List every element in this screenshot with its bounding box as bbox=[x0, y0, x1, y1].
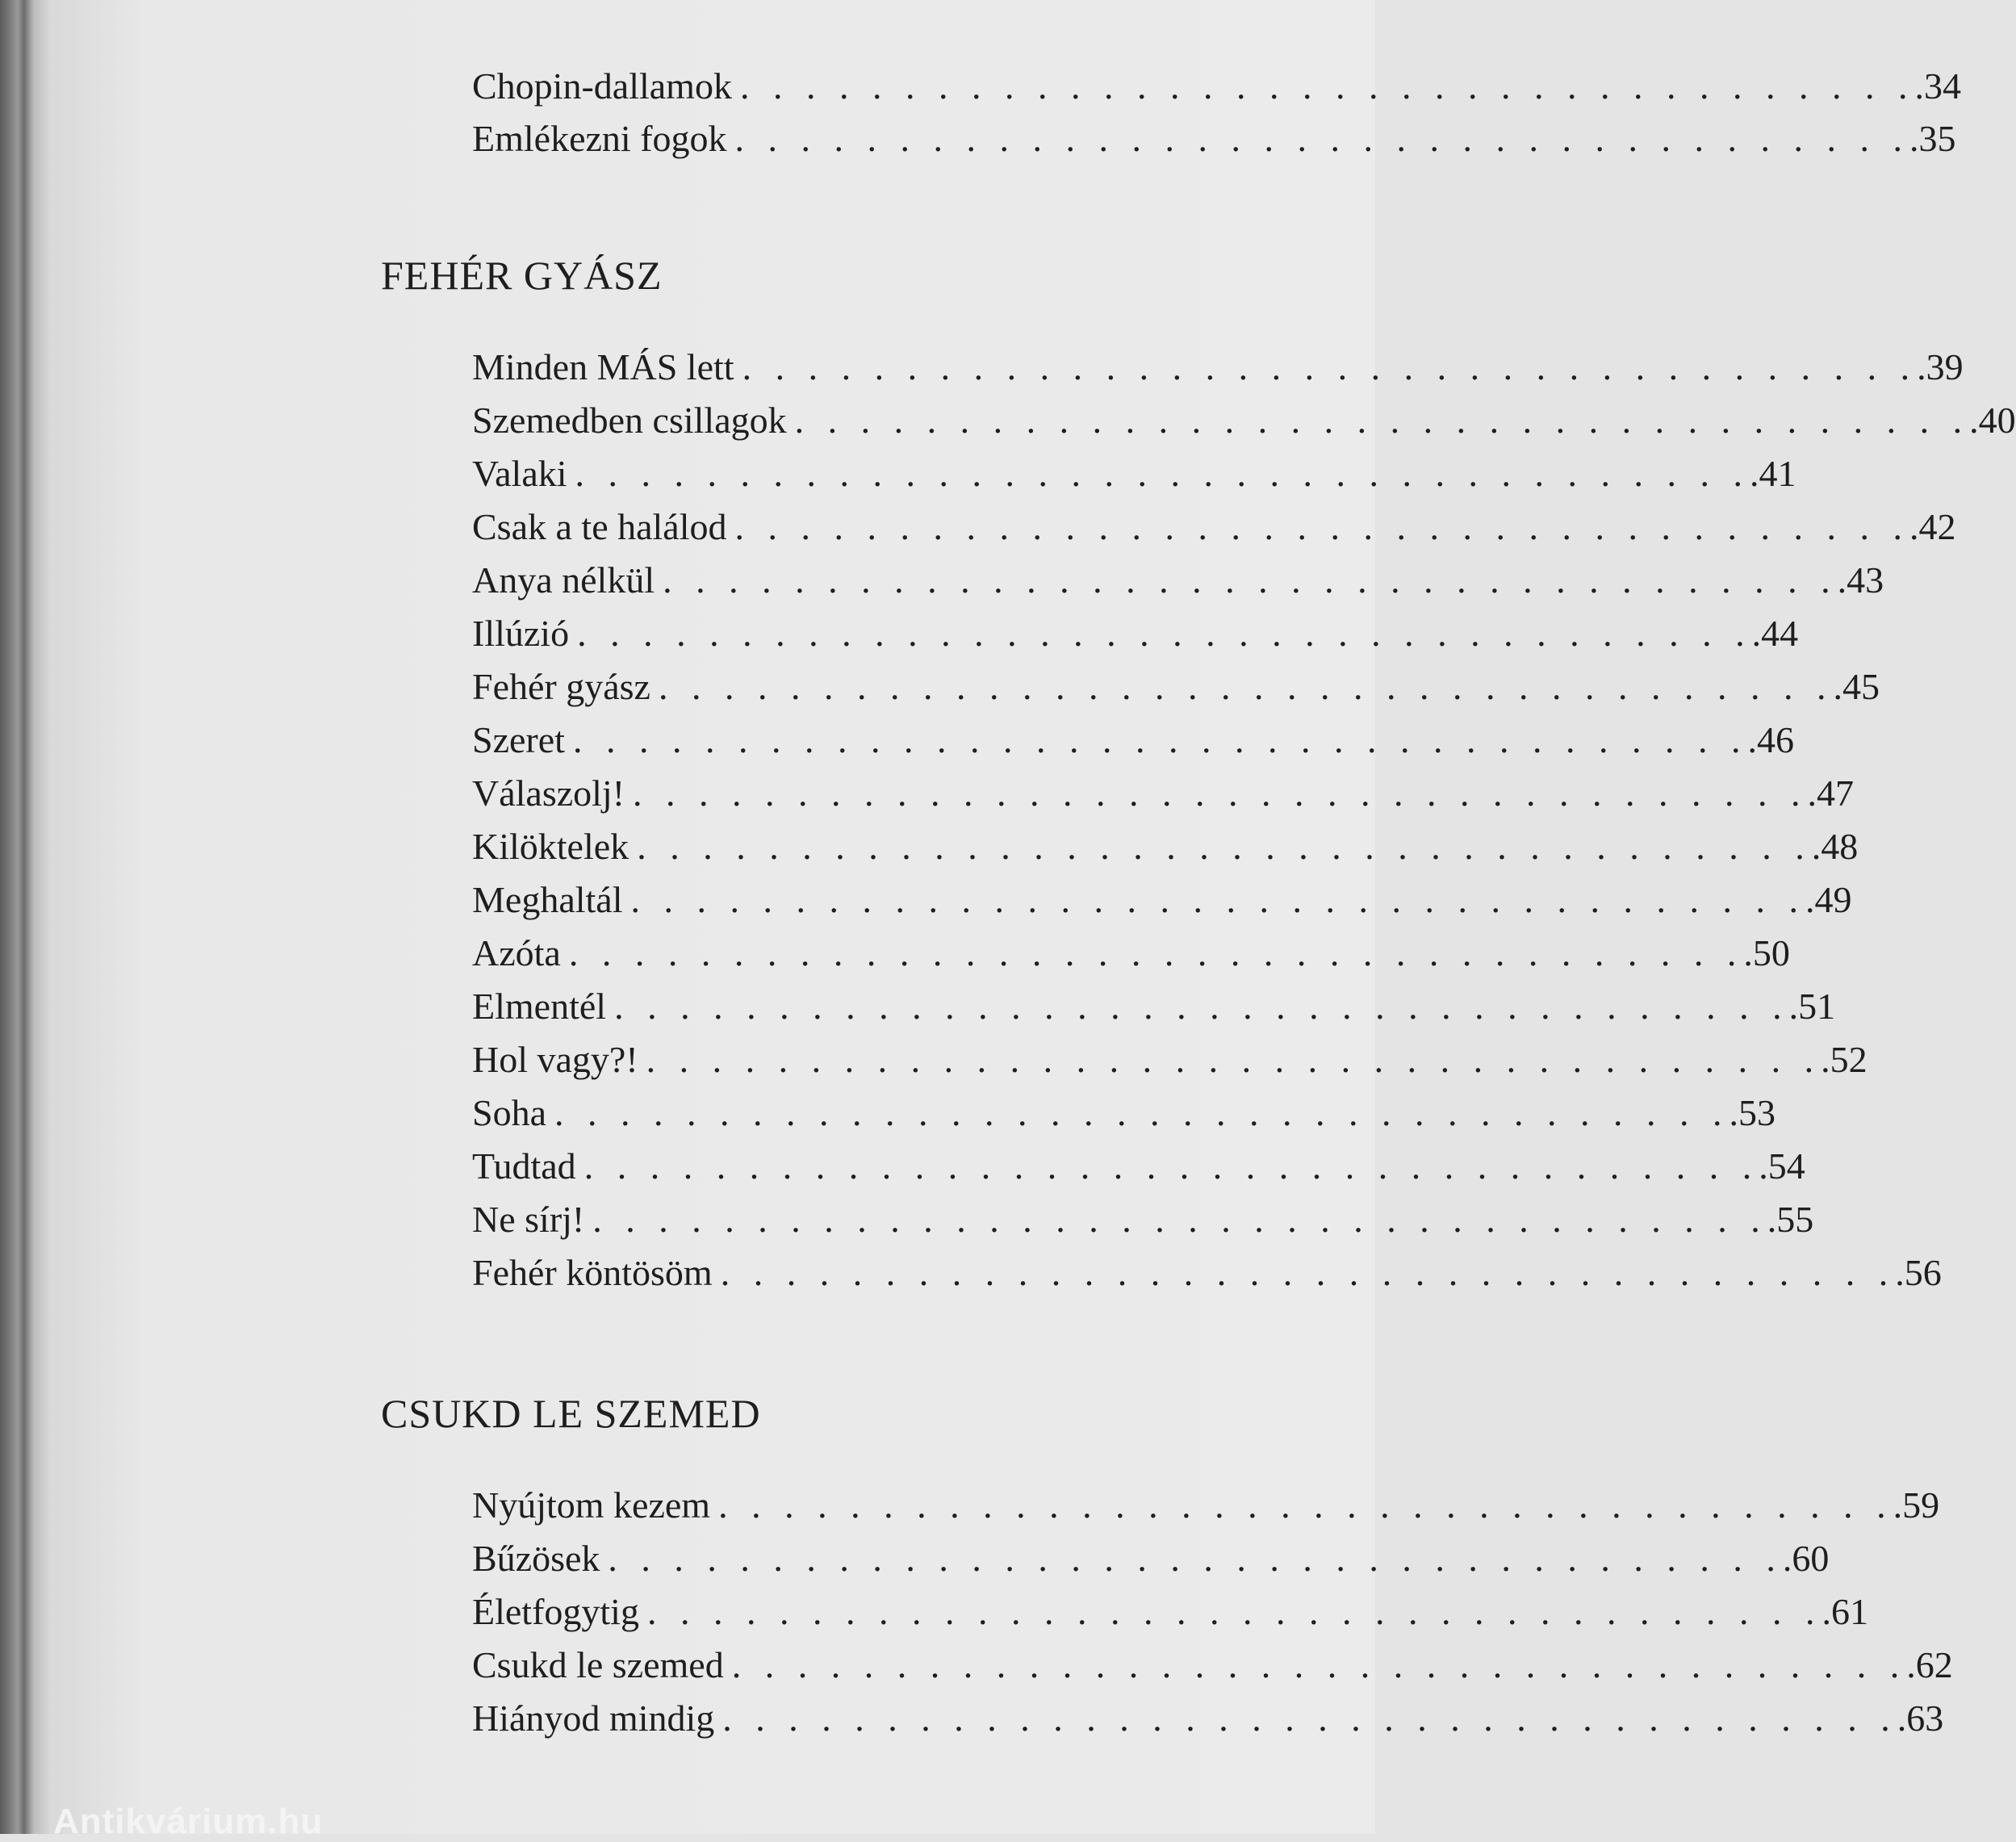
toc-entry[interactable] bbox=[472, 559, 1884, 607]
toc-entry[interactable] bbox=[472, 1038, 1868, 1086]
toc-entry[interactable] bbox=[472, 878, 1852, 927]
toc-entry[interactable] bbox=[472, 65, 1961, 113]
toc-entry[interactable] bbox=[472, 1537, 1830, 1585]
dot-leader: . . . . . . . . . . . . . . . . . . . . . . . . . . . . . . . . . . . . bbox=[739, 65, 1915, 107]
toc-entry[interactable] bbox=[472, 1697, 1944, 1745]
dot-leader: . . . . . . . . . . . . . . . . . . . . . . . . . . . . . . . . . . . . bbox=[742, 346, 1918, 387]
dot-leader: . . . . . . . . . . . . . . . . . . . . . . . . . . . . . . . . . . . . bbox=[734, 506, 1910, 547]
toc-entry-title: Anya nélkül bbox=[472, 559, 655, 601]
dot-leader: . . . . . . . . . . . . . . . . . . . . . . . . . . . . . . . . . . . . bbox=[630, 879, 1805, 920]
dot-leader: . . . . . . . . . . . . . . . . . . . . . . . . . . . . . . . . . . . . bbox=[720, 1252, 1896, 1293]
section-heading: CSUKD LE SZEMED bbox=[381, 1391, 761, 1436]
toc-entry-title: Azóta bbox=[472, 932, 561, 973]
dot-leader: . . . . . . . . . . . . . . . . . . . . . . . . . . . . . . . . . . . . bbox=[614, 986, 1789, 1027]
dot-leader: . . . . . . . . . . . . . . . . . . . . . . . . . . . . . . . . . . . . bbox=[718, 1484, 1893, 1526]
toc-entry-title: Nyújtom kezem bbox=[472, 1484, 711, 1526]
dot-leader: . . . . . . . . . . . . . . . . . . . . . . . . . . . . . . . . . . . . bbox=[554, 1092, 1729, 1133]
toc-entry-title: Hol vagy?! bbox=[472, 1039, 638, 1080]
dot-leader: . . . . . . . . . . . . . . . . . . . . . . . . . . . . . . . . . . . . bbox=[572, 719, 1748, 760]
toc-entry[interactable] bbox=[472, 345, 1964, 394]
toc-entry-page: .55 bbox=[1767, 1199, 1814, 1240]
toc-entry[interactable] bbox=[472, 505, 1956, 554]
toc-entry-title: Emlékezni fogok bbox=[472, 118, 727, 159]
toc-entry-page: .52 bbox=[1821, 1039, 1868, 1080]
toc-entry-page: .43 bbox=[1837, 559, 1884, 601]
toc-entry-page: .54 bbox=[1759, 1145, 1805, 1187]
toc-entry-page: .50 bbox=[1743, 932, 1790, 973]
toc-entry-title: Meghaltál bbox=[472, 879, 623, 920]
toc-entry-page: .56 bbox=[1895, 1252, 1942, 1293]
toc-entry-title: Válaszolj! bbox=[472, 772, 625, 814]
dot-leader: . . . . . . . . . . . . . . . . . . . . . . . . . . . . . . . . . . . . bbox=[646, 1039, 1822, 1080]
toc-entry-title: Szemedben csillagok bbox=[472, 400, 787, 441]
toc-entry[interactable] bbox=[472, 772, 1855, 820]
toc-entry-page: .49 bbox=[1805, 879, 1852, 920]
toc-entry-title: Életfogytig bbox=[472, 1591, 639, 1632]
toc-entry[interactable] bbox=[472, 931, 1790, 980]
toc-entry-page: .45 bbox=[1833, 666, 1880, 707]
toc-entry-page: .62 bbox=[1906, 1644, 1953, 1685]
toc-entry[interactable] bbox=[472, 1643, 1953, 1692]
toc-entry-page: .60 bbox=[1782, 1538, 1830, 1579]
dot-leader: . . . . . . . . . . . . . . . . . . . . . . . . . . . . . . . . . . . . bbox=[658, 666, 1834, 707]
toc-entry-page: .41 bbox=[1750, 453, 1796, 494]
toc-entry-title: Hiányod mindig bbox=[472, 1698, 715, 1739]
toc-entry-title: Csukd le szemed bbox=[472, 1644, 724, 1685]
toc-entry[interactable] bbox=[472, 665, 1880, 714]
dot-leader: . . . . . . . . . . . . . . . . . . . . . . . . . . . . . . . . . . . . bbox=[731, 1644, 1907, 1685]
toc-entry-page: .44 bbox=[1751, 613, 1799, 654]
toc-entry-title: Fehér köntösöm bbox=[472, 1252, 713, 1293]
toc-entry-title: Szeret bbox=[472, 719, 565, 760]
toc-entry-title: Minden MÁS lett bbox=[472, 346, 734, 387]
watermark: Antikvárium.hu bbox=[53, 1802, 324, 1841]
dot-leader: . . . . . . . . . . . . . . . . . . . . . . . . . . . . . . . . . . . . bbox=[577, 613, 1752, 654]
toc-entry-page: .47 bbox=[1807, 772, 1855, 814]
dot-leader: . . . . . . . . . . . . . . . . . . . . . . . . . . . . . . . . . . . . bbox=[568, 932, 1744, 973]
toc-entry-title: Ne sírj! bbox=[472, 1199, 585, 1240]
toc-entry[interactable] bbox=[472, 1590, 1868, 1639]
toc-entry-page: .40 bbox=[1969, 400, 2016, 441]
toc-entry-page: .59 bbox=[1893, 1484, 1940, 1526]
toc-entry-page: .34 bbox=[1914, 65, 1961, 107]
toc-entry-page: .46 bbox=[1747, 719, 1794, 760]
toc-entry-page: .35 bbox=[1909, 118, 1956, 159]
toc-entry-title: Elmentél bbox=[472, 986, 607, 1027]
dot-leader: . . . . . . . . . . . . . . . . . . . . . . . . . . . . . . . . . . . . bbox=[592, 1199, 1767, 1240]
toc-entry[interactable] bbox=[472, 1145, 1805, 1193]
dot-leader: . . . . . . . . . . . . . . . . . . . . . . . . . . . . . . . . . . . . bbox=[663, 559, 1838, 601]
toc-entry[interactable] bbox=[472, 399, 2016, 447]
toc-entry-page: .63 bbox=[1897, 1698, 1944, 1739]
section-heading: FEHÉR GYÁSZ bbox=[381, 253, 663, 298]
toc-entry-page: .42 bbox=[1909, 506, 1956, 547]
toc-entry-title: Valaki bbox=[472, 453, 567, 494]
dot-leader: . . . . . . . . . . . . . . . . . . . . . . . . . . . . . . . . . . . . bbox=[608, 1538, 1783, 1579]
toc-entry[interactable] bbox=[472, 1251, 1942, 1300]
toc-entry[interactable] bbox=[472, 1198, 1814, 1246]
dot-leader: . . . . . . . . . . . . . . . . . . . . . . . . . . . . . . . . . . . . bbox=[633, 772, 1808, 814]
toc-entry-page: .53 bbox=[1729, 1092, 1776, 1133]
toc-entry-title: Fehér gyász bbox=[472, 666, 650, 707]
toc-entry-title: Bűzösek bbox=[472, 1538, 600, 1579]
toc-entry-page: .51 bbox=[1788, 986, 1836, 1027]
toc-entry[interactable] bbox=[472, 1091, 1776, 1140]
toc-entry[interactable] bbox=[472, 117, 1956, 165]
dot-leader: . . . . . . . . . . . . . . . . . . . . . . . . . . . . . . . . . . . . bbox=[794, 400, 1970, 441]
toc-entry[interactable] bbox=[472, 985, 1836, 1033]
toc-entry-page: .39 bbox=[1917, 346, 1964, 387]
toc-entry-page: .61 bbox=[1822, 1591, 1868, 1632]
toc-entry[interactable] bbox=[472, 718, 1794, 767]
dot-leader: . . . . . . . . . . . . . . . . . . . . . . . . . . . . . . . . . . . . bbox=[734, 118, 1910, 159]
toc-entry-page: .48 bbox=[1811, 826, 1859, 867]
toc-entry-title: Csak a te halálod bbox=[472, 506, 727, 547]
toc-entry-title: Tudtad bbox=[472, 1145, 576, 1187]
dot-leader: . . . . . . . . . . . . . . . . . . . . . . . . . . . . . . . . . . . . bbox=[646, 1591, 1822, 1632]
toc-entry[interactable] bbox=[472, 612, 1799, 660]
toc-entry-title: Illúzió bbox=[472, 613, 570, 654]
dot-leader: . . . . . . . . . . . . . . . . . . . . . . . . . . . . . . . . . . . . bbox=[575, 453, 1750, 494]
dot-leader: . . . . . . . . . . . . . . . . . . . . . . . . . . . . . . . . . . . . bbox=[722, 1698, 1897, 1739]
toc-entry-title: Chopin-dallamok bbox=[472, 65, 732, 107]
toc-entry-title: Soha bbox=[472, 1092, 546, 1133]
toc-entry[interactable] bbox=[472, 452, 1796, 500]
toc-entry[interactable] bbox=[472, 825, 1859, 873]
dot-leader: . . . . . . . . . . . . . . . . . . . . . . . . . . . . . . . . . . . . bbox=[583, 1145, 1759, 1187]
dot-leader: . . . . . . . . . . . . . . . . . . . . . . . . . . . . . . . . . . . . bbox=[637, 826, 1812, 867]
toc-entry-title: Kilöktelek bbox=[472, 826, 629, 867]
toc-entry[interactable] bbox=[472, 1484, 1940, 1532]
